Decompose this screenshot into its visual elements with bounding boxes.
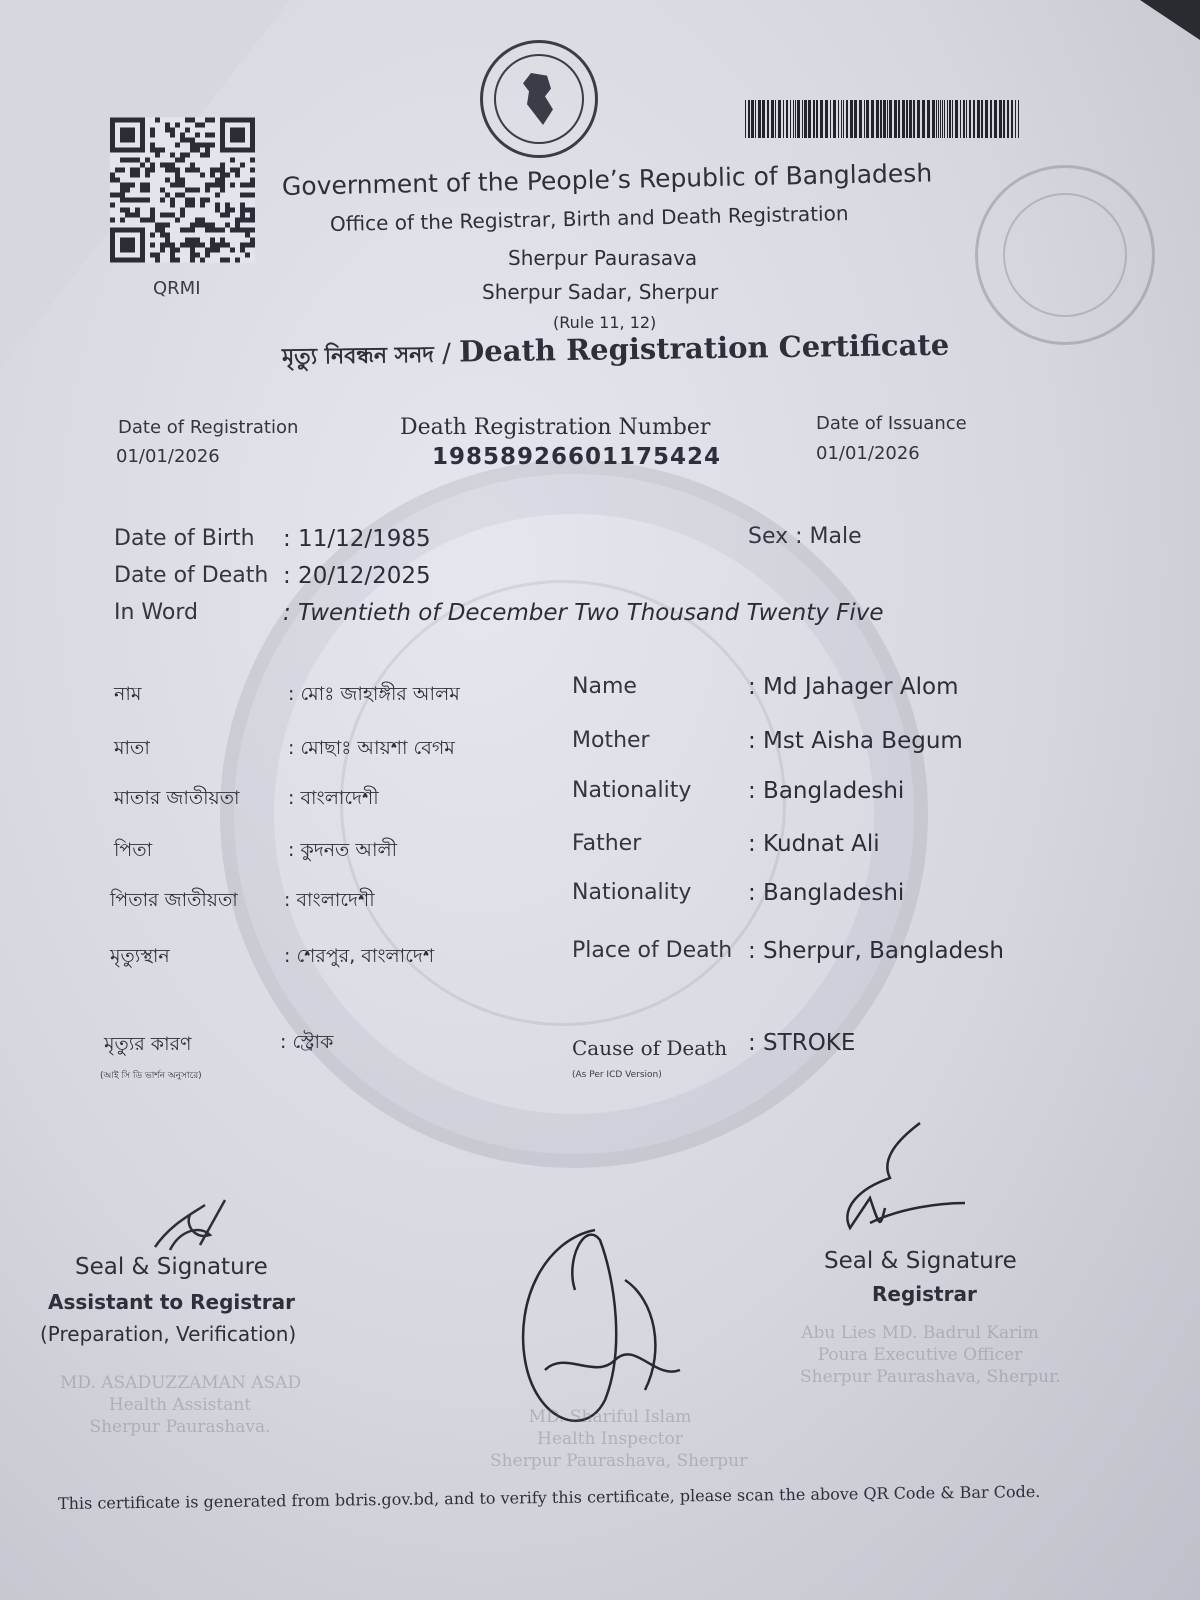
header-office: Office of the Registrar, Birth and Death Registration: [329, 201, 849, 236]
place-value: : Sherpur, Bangladesh: [748, 938, 1004, 964]
name-value: : Md Jahager Alom: [748, 674, 959, 700]
name-bn-label: নাম: [114, 683, 142, 705]
assistant-signature-icon: [150, 1195, 230, 1255]
mother-nationality-bn-value: : বাংলাদেশী: [288, 787, 379, 809]
qr-code-icon: [110, 115, 255, 265]
title-bangla: মৃত্যু নিবন্ধন সনদ: [281, 342, 435, 370]
father-bn-label: পিতা: [114, 839, 153, 861]
cause-label: Cause of Death: [572, 1036, 728, 1060]
right-role: Registrar: [872, 1282, 977, 1306]
mother-value: : Mst Aisha Begum: [748, 728, 963, 754]
barcode-icon: [745, 100, 1023, 138]
registration-date-value: 01/01/2026: [116, 446, 220, 467]
father-nationality-label: Nationality: [572, 880, 692, 905]
dod-label: Date of Death: [114, 563, 269, 588]
issuance-date-value: 01/01/2026: [816, 443, 920, 464]
inword-value: : Twentieth of December Two Thousand Twenty Five: [283, 600, 884, 626]
header-paurasava: Sherpur Paurasava: [508, 246, 698, 270]
father-bn-value: : কুদনত আলী: [288, 839, 398, 861]
mother-label: Mother: [572, 728, 650, 753]
registrar-signature-icon: [840, 1118, 980, 1238]
dob-label: Date of Birth: [114, 526, 255, 551]
father-value: : Kudnat Ali: [748, 831, 880, 857]
mother-nationality-bn-label: মাতার জাতীয়তা: [114, 787, 240, 809]
inword-label: In Word: [114, 600, 198, 625]
header-rule: (Rule 11, 12): [553, 313, 657, 332]
right-faded-stamp: Abu Lies MD. Badrul Karim Poura Executive Officer Sherpur Paurashava, Sherpur.: [800, 1323, 1061, 1387]
government-emblem-icon: [480, 40, 598, 158]
registration-date-label: Date of Registration: [118, 417, 299, 438]
registration-number-value: 19858926601175424: [432, 444, 722, 470]
left-faded-stamp: MD. ASADUZZAMAN ASAD Health Assistant Sherpur Paurashava.: [60, 1373, 302, 1437]
header-address: Sherpur Sadar, Sherpur: [482, 280, 719, 304]
cause-note: (As Per ICD Version): [572, 1070, 662, 1080]
mother-bn-value: : মোছাঃ আয়শা বেগম: [288, 737, 455, 759]
left-role: Assistant to Registrar: [48, 1290, 295, 1314]
mother-nationality-value: : Bangladeshi: [748, 778, 905, 804]
cause-value: : STROKE: [748, 1030, 856, 1056]
sex-value: Sex : Male: [748, 524, 862, 549]
mother-nationality-label: Nationality: [572, 778, 692, 803]
cause-bn-label: মৃত্যুর কারণ: [104, 1033, 192, 1055]
father-nationality-value: : Bangladeshi: [748, 880, 905, 906]
name-bn-value: : মোঃ জাহাঙ্গীর আলম: [288, 683, 460, 705]
pourashava-stamp-icon: [975, 165, 1155, 345]
place-bn-value: : শেরপুর, বাংলাদেশ: [284, 945, 435, 967]
place-label: Place of Death: [572, 938, 733, 963]
qr-label: QRMI: [153, 278, 201, 299]
dod-value: : 20/12/2025: [283, 563, 431, 589]
header-government: Government of the People’s Republic of Bangladesh: [281, 158, 933, 201]
registration-number-label: Death Registration Number: [400, 415, 711, 440]
dob-value: : 11/12/1985: [283, 526, 431, 552]
middle-faded-stamp: MD. Shariful Islam Health Inspector Sherpur Paurashava, Sherpur: [490, 1407, 748, 1471]
right-seal-title: Seal & Signature: [824, 1248, 1017, 1274]
title-separator: /: [433, 338, 460, 369]
title-english: Death Registration Certificate: [458, 327, 950, 369]
footer-verification-note: This certificate is generated from bdris.gov.bd, and to verify this certificate, please scan the above QR Code & Bar Code.: [57, 1481, 1041, 1513]
issuance-date-label: Date of Issuance: [816, 413, 967, 434]
left-seal-title: Seal & Signature: [75, 1254, 268, 1280]
name-label: Name: [572, 674, 637, 699]
cause-bn-value: : স্ট্রোক: [280, 1031, 334, 1053]
father-nationality-bn-label: পিতার জাতীয়তা: [110, 889, 238, 911]
left-subrole: (Preparation, Verification): [40, 1322, 297, 1346]
father-nationality-bn-value: : বাংলাদেশী: [284, 889, 375, 911]
cause-bn-note: (আই সি ডি ভার্শন অনুসারে): [100, 1071, 202, 1081]
place-bn-label: মৃত্যুস্থান: [110, 945, 170, 967]
mother-bn-label: মাতা: [114, 737, 150, 759]
father-label: Father: [572, 831, 642, 856]
